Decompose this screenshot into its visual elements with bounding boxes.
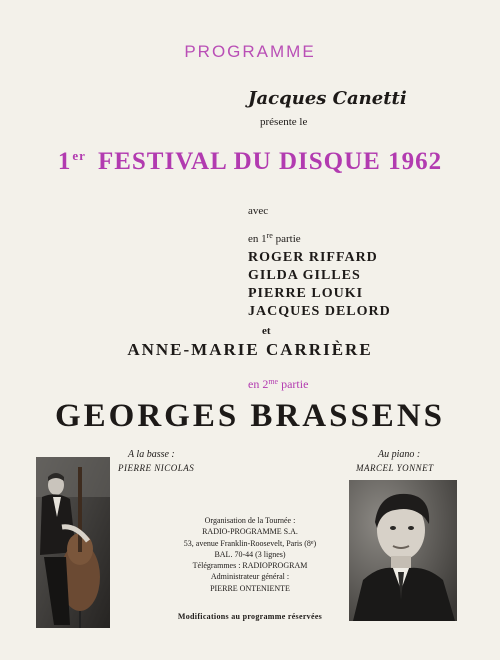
organisation-block <box>150 515 350 594</box>
presenter-name: Jacques Canetti <box>248 88 407 109</box>
festival-title <box>0 148 500 176</box>
bassist-photo-image <box>36 457 110 628</box>
org-line: Administrateur général : <box>210 572 290 582</box>
part2-prefix: en 2 <box>248 377 269 391</box>
part2-heading <box>248 377 308 392</box>
org-line: Télégrammes : RADIOPROGRAM <box>192 561 308 571</box>
artist-name: JACQUES DELORD <box>248 304 391 319</box>
org-line: RADIO-PROGRAMME S.A. <box>202 527 298 537</box>
headliner-name: GEORGES BRASSENS <box>54 398 446 434</box>
artist-name-featured: ANNE-MARIE CARRIÈRE <box>127 340 373 359</box>
artist-list <box>248 249 391 321</box>
bass-label: A la basse : <box>128 449 175 460</box>
artist-name: PIERRE LOUKI <box>248 286 364 301</box>
festival-number: 1 <box>57 148 72 175</box>
org-line: PIERRE ONTENIENTE <box>210 583 290 593</box>
part1-prefix: en 1 <box>248 233 267 245</box>
piano-player-name: MARCEL YONNET <box>356 463 434 473</box>
festival-name: FESTIVAL DU DISQUE 1962 <box>97 148 443 175</box>
org-address <box>150 538 350 549</box>
pianist-photo-image <box>349 480 457 621</box>
org-line: Organisation de la Tournée : <box>204 516 296 525</box>
presente-text: présente le <box>260 116 308 128</box>
part1-ordinal: re <box>266 231 273 240</box>
piano-label: Au piano : <box>378 449 421 460</box>
festival-ordinal: er <box>72 148 86 163</box>
artist-name: ROGER RIFFARD <box>248 250 378 265</box>
org-line: BAL. 70-44 (3 lignes) <box>214 549 286 559</box>
modifications-notice: Modifications au programme réservées <box>177 612 323 621</box>
part1-suffix: partie <box>272 233 301 245</box>
et-text: et <box>262 325 271 337</box>
programme-heading: PROGRAMME <box>184 42 316 61</box>
part2-ordinal: me <box>268 377 279 386</box>
part2-suffix: partie <box>278 377 309 391</box>
avec-text: avec <box>248 205 269 217</box>
org-address-main: 53, avenue Franklin-Roosevelt, Paris (8 <box>183 538 311 548</box>
part1-heading <box>248 231 301 245</box>
bass-player-name: PIERRE NICOLAS <box>118 463 195 473</box>
pianist-photo <box>349 480 457 621</box>
org-address-sup: e <box>310 539 314 546</box>
artist-name: GILDA GILLES <box>248 268 361 283</box>
bassist-photo <box>36 457 110 628</box>
org-address-end: ) <box>313 538 317 548</box>
